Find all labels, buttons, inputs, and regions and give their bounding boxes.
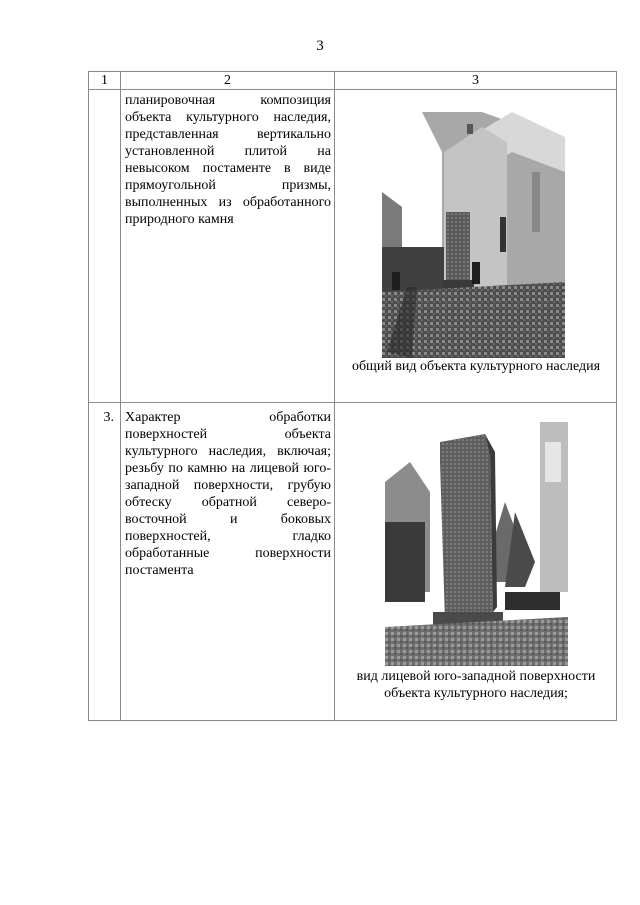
- photo-cell: [335, 403, 617, 721]
- column-header-1: 1: [89, 72, 121, 90]
- photo-caption: вид лицевой юго-западной поверхности объекта культурного наследия;: [356, 669, 596, 701]
- column-header-3: 3: [335, 72, 617, 90]
- table-row: [89, 403, 617, 721]
- row-number: 3.: [89, 403, 121, 721]
- table-row: [89, 90, 617, 403]
- row-number: [89, 90, 121, 403]
- column-header-2: 2: [121, 72, 335, 90]
- row-description: Характер обработки поверхностей объекта культурного наследия, включая; резьбу по камню на лицевой юго-западной поверхности, грубую обтеску обратной северо-восточной и боковых поверхностей, гладко обработанные поверхности постамента: [121, 403, 335, 721]
- table-header-row: [89, 72, 617, 90]
- church-monument-photo: [382, 112, 565, 358]
- page-number: 3: [316, 38, 324, 54]
- photo-caption: общий вид объекта культурного наследия: [351, 359, 601, 374]
- photo-cell: [335, 90, 617, 403]
- stone-slab-photo: [385, 422, 568, 666]
- heritage-table: [88, 71, 617, 721]
- row-description: планировочная композиция объекта культурного наследия, представленная вертикально установленной плитой на невысоком постаменте в виде прямоугольной призмы, выполненных из обработанного природного камня: [121, 90, 335, 403]
